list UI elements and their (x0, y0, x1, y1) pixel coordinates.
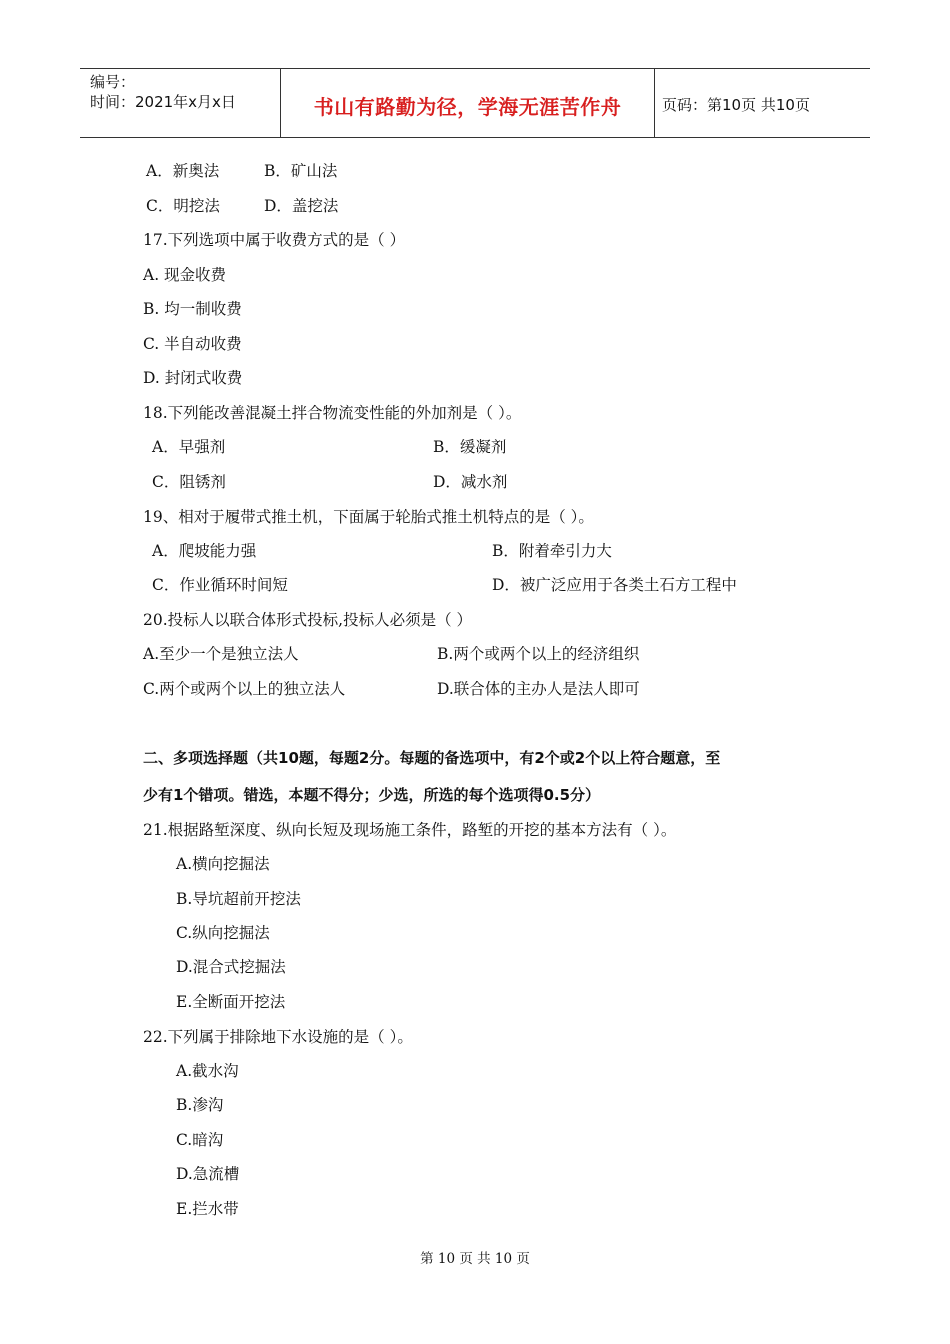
q22-option-a: A.截水沟 (176, 1062, 239, 1080)
q19-stem: 19、相对于履带式推土机，下面属于轮胎式推土机特点的是（ ）。 (143, 508, 594, 526)
q16-option-d: D．盖挖法 (264, 197, 339, 215)
q17-stem: 17.下列选项中属于收费方式的是（ ） (143, 231, 406, 249)
q20-option-c: C.两个或两个以上的独立法人 (143, 680, 346, 698)
section2-heading-line2: 少有1个错项。错选，本题不得分；少选，所选的每个选项得0.5分） (143, 786, 601, 804)
q16-option-b: B．矿山法 (264, 162, 338, 180)
q22-option-d: D.急流槽 (176, 1165, 240, 1183)
q19-option-d: D．被广泛应用于各类土石方工程中 (492, 576, 737, 594)
motto: 书山有路勤为径，学海无涯苦作舟 (313, 95, 622, 119)
section2-heading-line1: 二、多项选择题（共10题，每题2分。每题的备选项中，有2个或2个以上符合题意，至 (143, 749, 721, 767)
q18-option-c: C．阻锈剂 (152, 473, 226, 491)
q21-option-c: C.纵向挖掘法 (176, 924, 270, 942)
q18-option-a: A．早强剂 (152, 438, 226, 456)
q21-option-d: D.混合式挖掘法 (176, 958, 286, 976)
header-motto-cell (280, 69, 655, 137)
q21-option-e: E.全断面开挖法 (176, 993, 286, 1011)
q19-option-b: B．附着牵引力大 (492, 542, 612, 560)
q19-option-a: A．爬坡能力强 (152, 542, 257, 560)
q18-stem: 18.下列能改善混凝土拌合物流变性能的外加剂是（ ）。 (143, 404, 522, 422)
q22-option-b: B.渗沟 (176, 1096, 224, 1114)
page-header (80, 68, 870, 138)
q22-option-e: E.拦水带 (176, 1200, 239, 1218)
code-label: 编号： (90, 73, 136, 91)
q17-option-b: B. 均一制收费 (143, 300, 242, 318)
q21-option-b: B.导坑超前开挖法 (176, 890, 301, 908)
page-number-label: 页码：第10页 共10页 (662, 96, 810, 114)
q20-option-b: B.两个或两个以上的经济组织 (437, 645, 640, 663)
q22-stem: 22.下列属于排除地下水设施的是（ ）。 (143, 1028, 413, 1046)
page-footer: 第 10 页 共 10 页 (420, 1251, 530, 1267)
q20-option-a: A.至少一个是独立法人 (143, 645, 299, 663)
q21-stem: 21.根据路堑深度、纵向长短及现场施工条件，路堑的开挖的基本方法有（ ）。 (143, 821, 677, 839)
q17-option-a: A. 现金收费 (143, 266, 227, 284)
header-page-cell (654, 69, 870, 137)
q21-option-a: A.横向挖掘法 (176, 855, 270, 873)
q20-option-d: D.联合体的主办人是法人即可 (437, 680, 640, 698)
q17-option-d: D. 封闭式收费 (143, 369, 243, 387)
q17-option-c: C. 半自动收费 (143, 335, 242, 353)
q18-option-b: B．缓凝剂 (433, 438, 507, 456)
q22-option-c: C.暗沟 (176, 1131, 224, 1149)
header-meta (80, 69, 280, 137)
q16-option-a: A．新奥法 (146, 162, 220, 180)
date-label: 时间：2021年x月x日 (90, 93, 236, 111)
q18-option-d: D．减水剂 (433, 473, 508, 491)
q19-option-c: C．作业循环时间短 (152, 576, 288, 594)
q20-stem: 20.投标人以联合体形式投标,投标人必须是（ ） (143, 611, 473, 629)
q16-option-c: C．明挖法 (146, 197, 220, 215)
